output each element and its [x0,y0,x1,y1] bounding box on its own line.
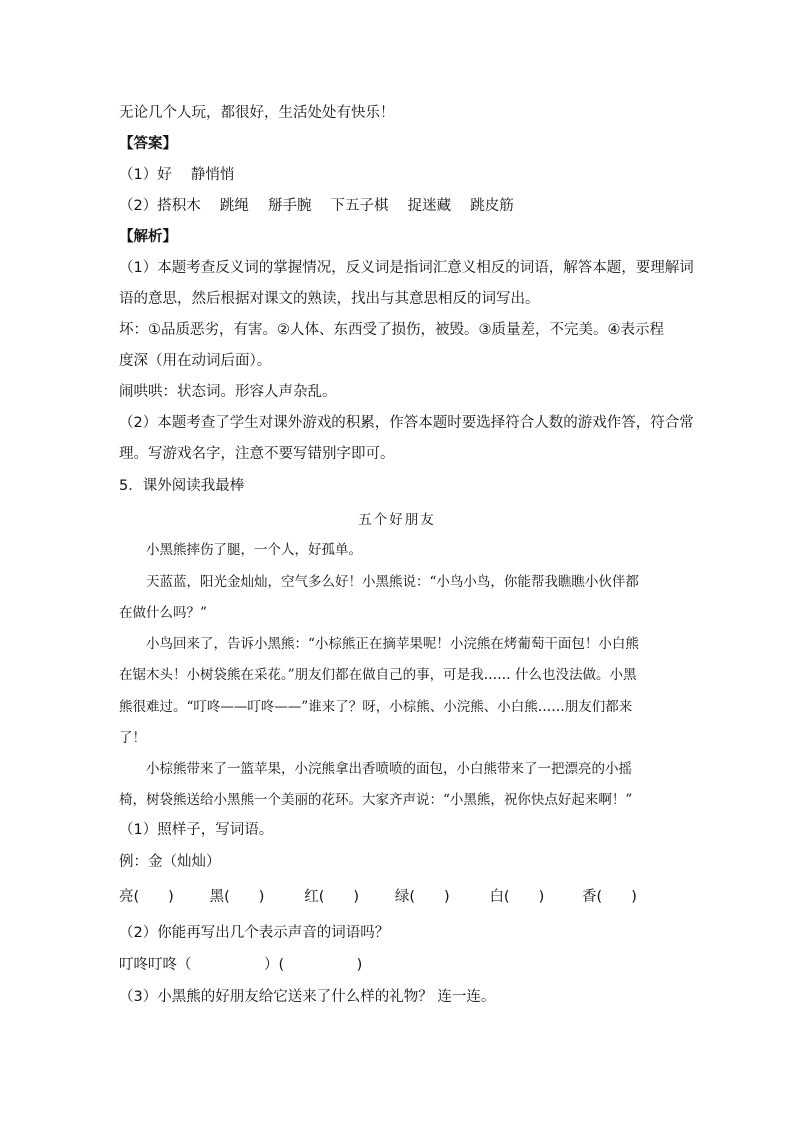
blank-item: 白( ) [489,889,545,905]
text-line: 无论几个人玩，都很好，生活处处有快乐！ [119,105,395,121]
analysis-line: （1）本题考查反义词的掌握情况，反义词是指词汇意义相反的词语，解答本题，要理解词 [119,260,694,276]
analysis-line: 理。写游戏名字，注意不要写错别字即可。 [119,446,395,462]
question-3: （3）小黑熊的好朋友给它送来了什么样的礼物？ 连一连。 [119,989,496,1005]
story-paragraph: 小黑熊摔伤了腿，一个人，好孤单。 [146,542,362,558]
question-1-example: 例：金（灿灿） [119,854,221,870]
analysis-line: 度深（用在动词后面）。 [119,353,272,369]
answer-2: （2）搭积木 跳绳 掰手腕 下五子棋 捉迷藏 跳皮筋 [119,198,514,214]
analysis-line: 闹哄哄：状态词。形容人声杂乱。 [119,384,337,400]
answer-1: （1）好 静悄悄 [119,167,235,183]
question-2: （2）你能再写出几个表示声音的词语吗？ [119,925,390,941]
story-paragraph: 天蓝蓝，阳光金灿灿，空气多么好！小黑熊说：“小鸟小鸟，你能帮我瞧瞧小伙伴都 [146,574,639,590]
story-paragraph: 椅，树袋熊送给小黑熊一个美丽的花环。大家齐声说：“小黑熊，祝你快点好起来啊！” [119,792,633,808]
story-paragraph: 在做什么吗？” [119,605,207,621]
question-1: （1）照样子，写词语。 [119,822,274,838]
story-paragraph: 了！ [119,730,146,746]
blank-item: 亮( ) [119,889,174,905]
blank-item: 香( ) [582,889,637,905]
analysis-line: 坏：①品质恶劣，有害。②人体、东西受了损伤，被毁。③质量差，不完美。④表示程 [119,322,664,338]
analysis-line: （2）本题考查了学生对课外游戏的积累，作答本题时要选择符合人数的游戏作答，符合常 [119,415,694,431]
question-1-blanks [119,887,662,907]
answer-heading: 【答案】 [119,136,177,152]
analysis-heading: 【解析】 [119,229,177,245]
story-paragraph: 熊很难过。“叮咚——叮咚——”谁来了？呀，小棕熊、小浣熊、小白熊……朋友们都来 [119,699,633,715]
blank-item: 红( ) [304,889,360,905]
story-paragraph: 小棕熊带来了一篮苹果，小浣熊拿出香喷喷的面包，小白熊带来了一把漂亮的小摇 [146,761,632,777]
story-paragraph: 小鸟回来了，告诉小黑熊：“小棕熊正在摘苹果呢！小浣熊在烤葡萄干面包！小白熊 [146,636,639,652]
analysis-line: 语的意思，然后根据对课文的熟读，找出与其意思相反的词写出。 [119,291,540,307]
story-paragraph: 在锯木头！小树袋熊在采花。”朋友们都在做自己的事，可是我…… 什么也没法做。小黑 [119,667,637,683]
blank-item: 黑( ) [209,889,265,905]
story-title: 五个好朋友 [358,512,436,528]
question-2-blanks: 叮咚叮咚（ ）( ) [119,957,363,973]
question-heading: 5．课外阅读我最棒 [119,478,245,494]
blank-item: 绿( ) [394,889,450,905]
